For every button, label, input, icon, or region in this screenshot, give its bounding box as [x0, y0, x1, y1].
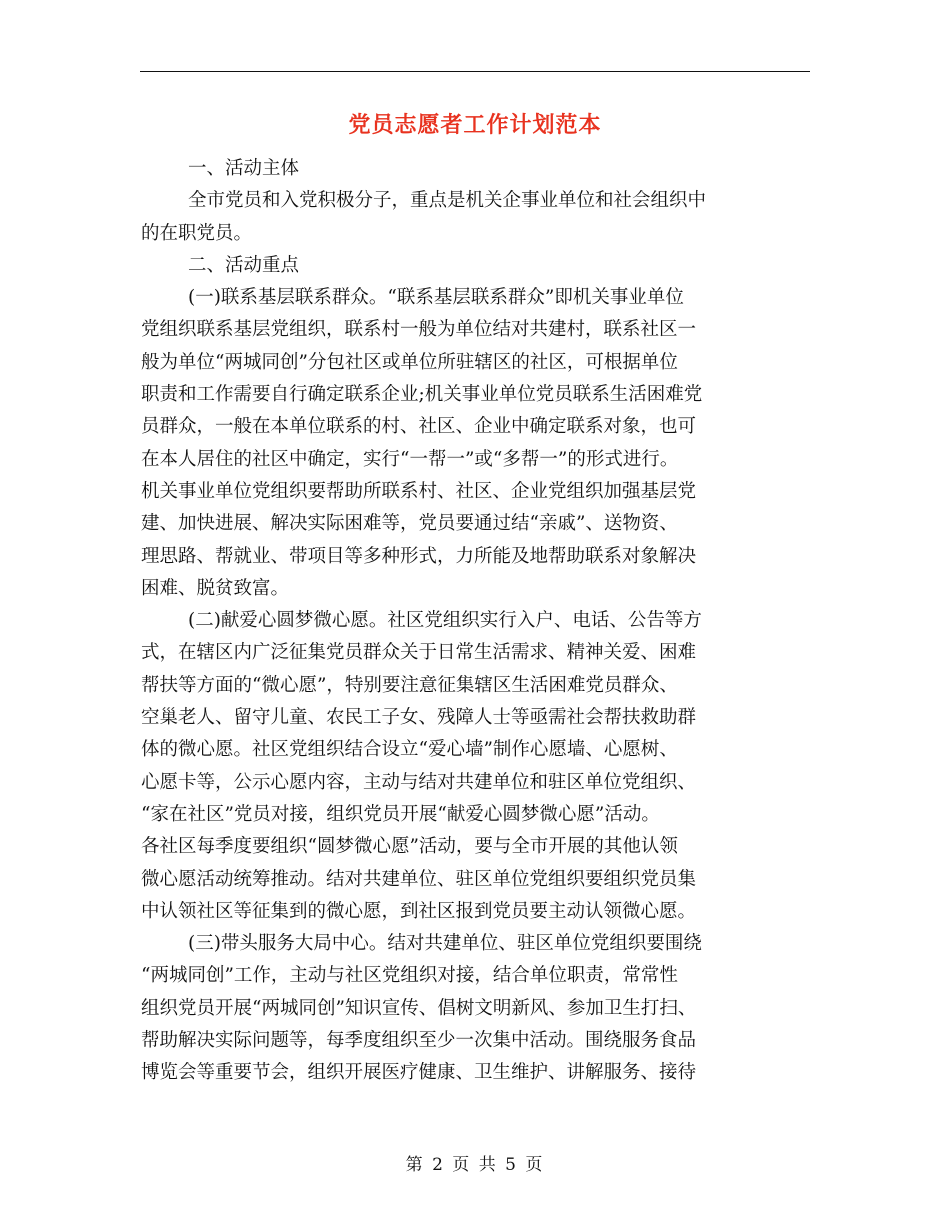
- text-line: 中认领社区等征集到的微心愿，到社区报到党员要主动认领微心愿。: [141, 900, 697, 922]
- text-line: 博览会等重要节会，组织开展医疗健康、卫生维护、讲解服务、接待: [141, 1062, 697, 1084]
- text-line: 帮助解决实际问题等，每季度组织至少一次集中活动。围绕服务食品: [141, 1030, 697, 1052]
- text-line: 式，在辖区内广泛征集党员群众关于日常生活需求、精神关爱、困难: [141, 642, 697, 664]
- text-line: 心愿卡等，公示心愿内容，主动与结对共建单位和驻区单位党组织、: [141, 771, 697, 793]
- text-line: (一)联系基层联系群众。“联系基层联系群众”即机关事业单位: [188, 287, 684, 309]
- text-line: “家在社区”党员对接，组织党员开展“献爱心圆梦微心愿”活动。: [141, 803, 660, 825]
- text-line: 般为单位“两城同创”分包社区或单位所驻辖区的社区，可根据单位: [141, 351, 678, 373]
- text-line: 二、活动重点: [188, 254, 300, 276]
- text-line: 的在职党员。: [141, 222, 253, 244]
- text-line: “两城同创”工作，主动与社区党组织对接，结合单位职责，常常性: [141, 965, 678, 987]
- text-line: 在本人居住的社区中确定，实行“一帮一”或“多帮一”的形式进行。: [141, 448, 679, 470]
- document-body: [141, 153, 806, 1090]
- text-line: 组织党员开展“两城同创”知识宣传、倡树文明新风、参加卫生打扫、: [141, 997, 697, 1019]
- text-line: 理思路、帮就业、带项目等多种形式，力所能及地帮助联系对象解决: [141, 545, 697, 567]
- text-line: (二)献爱心圆梦微心愿。社区党组织实行入户、电话、公告等方: [188, 610, 702, 632]
- text-line: 体的微心愿。社区党组织结合设立“爱心墙”制作心愿墙、心愿树、: [141, 739, 678, 761]
- text-line: 建、加快进展、解决实际困难等，党员要通过结“亲戚”、送物资、: [141, 513, 678, 535]
- text-line: 党组织联系基层党组织，联系村一般为单位结对共建村，联系社区一: [141, 319, 697, 341]
- text-line: 一、活动主体: [188, 158, 300, 179]
- text-line: 空巢老人、留守儿童、农民工子女、残障人士等亟需社会帮扶救助群: [141, 707, 697, 729]
- document-title: 党员志愿者工作计划范本: [348, 112, 602, 138]
- page-footer: 第 2 页 共 5 页: [405, 1155, 545, 1175]
- text-line: 职责和工作需要自行确定联系企业;机关事业单位党员联系生活困难党: [141, 384, 703, 406]
- text-line: 帮扶等方面的“微心愿”，特别要注意征集辖区生活困难党员群众、: [141, 674, 678, 696]
- text-line: (三)带头服务大局中心。结对共建单位、驻区单位党组织要围绕: [188, 933, 702, 955]
- text-line: 微心愿活动统筹推动。结对共建单位、驻区单位党组织要组织党员集: [141, 868, 697, 890]
- text-line: 员群众，一般在本单位联系的村、社区、企业中确定联系对象，也可: [141, 416, 697, 438]
- text-line: 机关事业单位党组织要帮助所联系村、社区、企业党组织加强基层党: [141, 480, 697, 502]
- text-line: 各社区每季度要组织“圆梦微心愿”活动，要与全市开展的其他认领: [141, 836, 678, 858]
- header-rule: [140, 71, 810, 72]
- text-line: 全市党员和入党积极分子，重点是机关企事业单位和社会组织中: [188, 190, 707, 212]
- text-line: 困难、脱贫致富。: [141, 577, 290, 599]
